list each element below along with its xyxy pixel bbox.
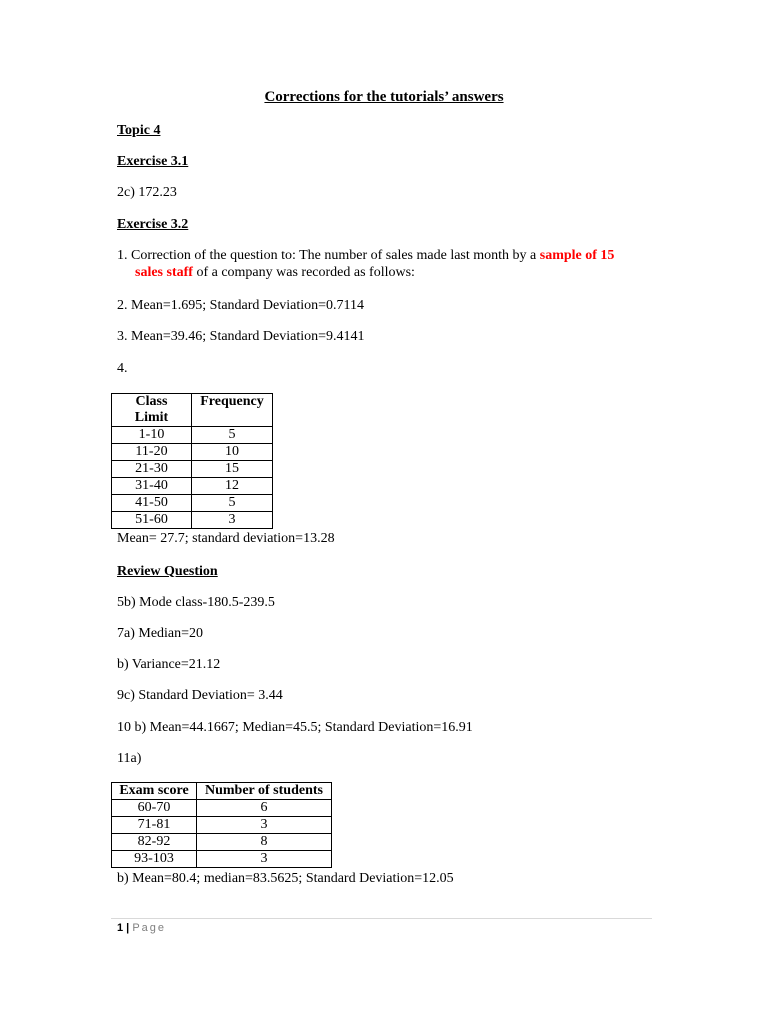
table-row (112, 495, 273, 512)
highlight-sample-size: sample of 15 (539, 248, 615, 263)
table-cell: 51-60 (112, 512, 192, 529)
table-cell: 12 (192, 478, 273, 495)
table-cell: 31-40 (112, 478, 192, 495)
highlight-sales-staff: sales staff (135, 265, 193, 280)
footer-divider (111, 918, 652, 919)
table-cell: 82-92 (112, 834, 197, 851)
answer-7b: b) Variance=21.12 (117, 657, 221, 672)
table-cell: 93-103 (112, 851, 197, 868)
table-cell: 8 (197, 834, 332, 851)
exam-score-table (111, 782, 332, 868)
footer-separator: | (123, 922, 133, 934)
page-label: Page (132, 922, 167, 934)
table-row (112, 834, 332, 851)
exercise-3-2-heading: Exercise 3.2 (117, 217, 189, 232)
table-header-row (112, 783, 332, 800)
answer-9c: 9c) Standard Deviation= 3.44 (117, 688, 283, 703)
table-cell: 3 (197, 817, 332, 834)
review-question-heading: Review Question (117, 564, 218, 579)
table-cell: 3 (197, 851, 332, 868)
document-title-text: Corrections for the tutorials’ answers (264, 89, 504, 105)
table-1-summary: Mean= 27.7; standard deviation=13.28 (117, 531, 335, 546)
question-1-text: 1. Correction of the question to: The number of sales made last month by a (117, 248, 540, 263)
column-header-number-of-students: Number of students (197, 783, 332, 800)
table-row (112, 817, 332, 834)
table-row (112, 444, 273, 461)
table-cell: 1-10 (112, 427, 192, 444)
table-cell: 21-30 (112, 461, 192, 478)
table-cell: 5 (192, 495, 273, 512)
answer-5b: 5b) Mode class-180.5-239.5 (117, 595, 275, 610)
question-1-correction (117, 248, 614, 264)
header-line: Limit (134, 410, 169, 425)
answer-3: 3. Mean=39.46; Standard Deviation=9.4141 (117, 329, 365, 344)
table-cell: 60-70 (112, 800, 197, 817)
page-footer (117, 922, 166, 934)
question-1-continuation (135, 265, 415, 281)
table-row (112, 478, 273, 495)
table-cell: 6 (197, 800, 332, 817)
answer-2: 2. Mean=1.695; Standard Deviation=0.7114 (117, 298, 365, 313)
answer-11a-label: 11a) (117, 751, 142, 766)
page-number: 1 (117, 922, 124, 934)
topic-heading: Topic 4 (117, 123, 161, 138)
table-row (112, 461, 273, 478)
table-cell: 15 (192, 461, 273, 478)
table-row (112, 512, 273, 529)
table-row (112, 800, 332, 817)
exercise-3-1-answer: 2c) 172.23 (117, 185, 177, 200)
table-cell: 41-50 (112, 495, 192, 512)
table-header-row (112, 394, 273, 427)
exercise-3-1-heading: Exercise 3.1 (117, 154, 189, 169)
table-2-summary: b) Mean=80.4; median=83.5625; Standard Deviation=12.05 (117, 871, 454, 886)
table-cell: 3 (192, 512, 273, 529)
header-line: Class (135, 394, 168, 409)
column-header-exam-score: Exam score (112, 783, 197, 800)
table-cell: 10 (192, 444, 273, 461)
document-title (0, 89, 768, 105)
table-cell: 11-20 (112, 444, 192, 461)
question-1-text-end: of a company was recorded as follows: (192, 265, 415, 280)
answer-10b: 10 b) Mean=44.1667; Median=45.5; Standard Deviation=16.91 (117, 720, 473, 735)
answer-7a: 7a) Median=20 (117, 626, 204, 641)
table-cell: 71-81 (112, 817, 197, 834)
table-row (112, 851, 332, 868)
class-frequency-table (111, 393, 273, 529)
answer-4-label: 4. (117, 361, 128, 376)
table-cell: 5 (192, 427, 273, 444)
table-row (112, 427, 273, 444)
column-header-class-limit (112, 394, 192, 427)
column-header-frequency: Frequency (192, 394, 273, 427)
